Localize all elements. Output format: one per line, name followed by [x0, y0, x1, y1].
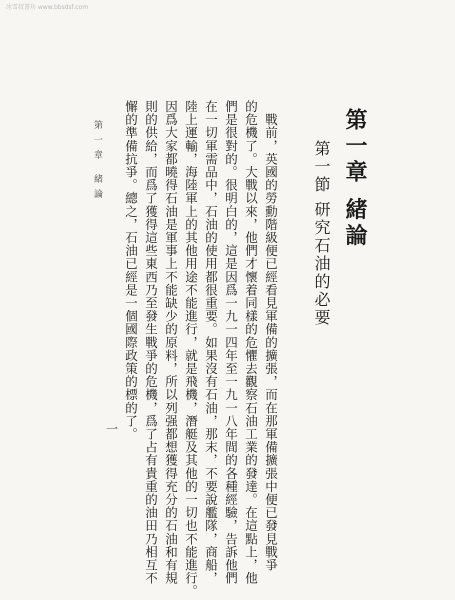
body-line: 則的供給，而爲了獲得這些東西乃至發生戰爭的危機，爲了占有貴重的油田乃相互不 — [143, 100, 159, 585]
body-line: 們是很對的。很明白的，這是因爲一九一四年至一九一八年間的各種經驗，告訴他們 — [223, 100, 239, 585]
section-title: 第一節 研究石油的必要 — [312, 140, 331, 328]
running-head: 第一章 緒論 — [92, 120, 102, 204]
chapter-title: 第一章 緒論 — [342, 108, 368, 250]
watermark-text: 冰雪叔書坊 www.bbsdsf.com — [6, 4, 89, 11]
body-line: 的危機了。大戰以來，他們才懷着同樣的危懼去觀察石油工業的發達。在這點上，他 — [243, 100, 259, 585]
body-line: 因爲大家都曉得石油是軍事上不能缺少的原料，所以列强都想獲得充分的石油和有規 — [163, 100, 179, 585]
page-number: 一 — [106, 422, 119, 436]
body-line: 懈的準備抗爭。總之，石油已經是一個國際政策的標的了。 — [123, 100, 139, 441]
body-line: 戰前，英國的勞勳階級便已經看見軍備的擴張，而在那軍備擴張中便已發見戰爭 — [263, 100, 279, 572]
body-line: 在一切軍需品中，石油的使用都很重要。如果沒有石油，那末，不要說艦隊，商船， — [203, 100, 219, 585]
body-line: 陸上運輸，海陸軍上的其他用途不能進行，就是飛機，潛艇及其他的一切也不能進行。 — [183, 100, 199, 598]
